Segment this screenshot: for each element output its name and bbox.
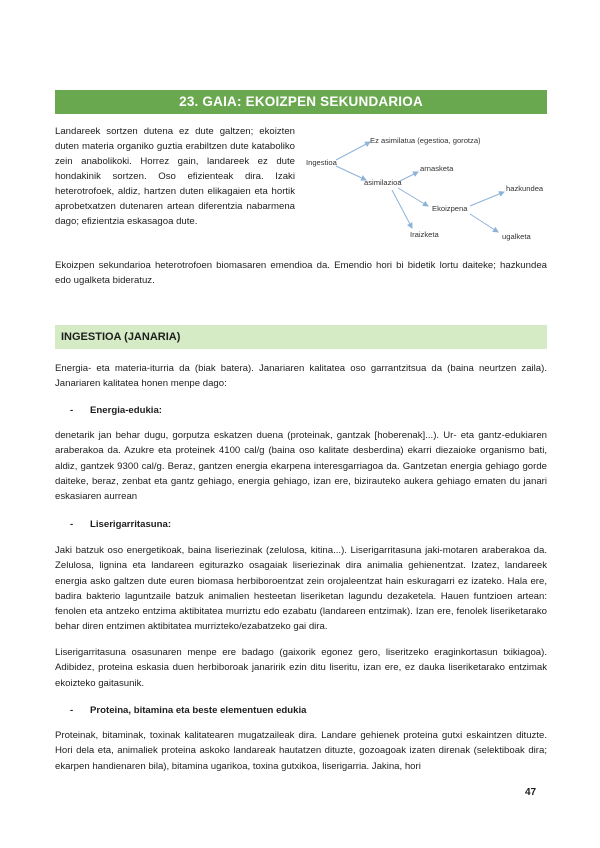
node-arnasketa: arnasketa	[420, 164, 454, 173]
definition-text: Ekoizpen sekundarioa heterotrofoen biomasaren emendioa da. Emendio hori bi bidetik lortu daiteke; hazkundea edo ugalketa bideratuz.	[55, 260, 547, 287]
paragraph-liserigarritasuna-1	[55, 543, 547, 635]
paragraph-text: Jaki batzuk oso energetikoak, baina liseriezinak (zelulosa, kitina...). Liserigarritasuna jaki-motaren araberakoa da. Zelulosa, lignina eta landareen egiturazko osagaiak liseriezinak dira animalia gehienentzat. Izatez, landareek energia asko galtzen dute euren biomasa herbiboroentzat zein orojaleentzat hain eskuragarri ez izateko. Hala ere, badira bakterio laguntzaile batzuk animalien hesteetan liseriketan lagundu dezaketela. Hauen funtzioen artean: fenolen eta antzeko entzima aktibitatea murriztu edo ezabatu (landareen entzimak). Izan ere, fenolek liseriketarako behar diren entzimen aktibitatea murrizteko/ezabatzeko gai dira.	[55, 545, 547, 633]
definition-paragraph	[55, 258, 547, 289]
subsection-title: Liserigarritasuna:	[90, 519, 172, 530]
node-ez-asimilatua: Ez asimilatua (egestioa, gorotza)	[370, 136, 481, 145]
page-number: 47	[525, 787, 537, 798]
node-ugalketa: ugalketa	[502, 232, 531, 241]
paragraph-liserigarritasuna-2	[55, 645, 547, 691]
node-ingestioa: Ingestioa	[306, 158, 337, 167]
arrow-to-hazkundea	[470, 192, 504, 206]
ingestion-flow-diagram	[300, 130, 550, 250]
subsection-title: Proteina, bitamina eta beste elementuen edukia	[90, 705, 307, 716]
node-iraizketa: Iraizketa	[410, 230, 439, 239]
subsection-heading-liserigarritasuna	[70, 518, 171, 532]
paragraph-text: denetarik jan behar dugu, gorputza eskatzen duena (proteinak, gantzak [hoberenak]...). Ur- eta gantz-edukiaren araberakoa da. Azukre eta proteinek 4100 cal/g (baina oso kalitate desberdina) ekarri diezaioke organismo bati, aldiz, gantzek 9300 cal/g. Beraz, gantzen energia ekarpena interesgarriagoa da. Gantzetan energia gehiago gorde daiteke, beraz, zenbat eta gantz gehiago, energia gehiago, izan ere, bizirauteko aukera gehiago ematen du janari eskasiaren aurrean	[55, 430, 547, 503]
node-hazkundea: hazkundea	[506, 184, 544, 193]
arrow-to-ekoizpena	[398, 188, 428, 206]
section-intro-paragraph	[55, 361, 547, 392]
intro-text: Landareek sortzen dutena ez dute galtzen; ekoizten duten materia organiko guztia erabiltzen dute kataboliko zein anabolikoki. Horrez gain, landareek ez dute hondakinik sortzen. Oso efizienteak dira. Izaki heterotrofoek, aldiz, hartzen duten elikagaien eta hortik aprobetxatzen dutenaren artean diferentzia nabarmena dago; efizientzia eskasagoa dute.	[55, 126, 295, 227]
chapter-title: 23. GAIA: EKOIZPEN SEKUNDARIOA	[55, 90, 547, 114]
arrow-to-asimilazioa	[336, 166, 366, 180]
bullet-dash: -	[70, 519, 74, 530]
arrow-to-iraizketa	[392, 190, 412, 228]
bullet-dash: -	[70, 705, 74, 716]
arrow-to-ugalketa	[470, 214, 498, 232]
node-asimilazioa: asimilazioa	[364, 178, 402, 187]
paragraph-energia	[55, 428, 547, 504]
subsection-heading-energia	[70, 404, 162, 418]
subsection-title: Energia-edukia:	[90, 405, 162, 416]
node-ekoizpena: Ekoizpena	[432, 204, 468, 213]
bullet-dash: -	[70, 405, 74, 416]
section-heading: INGESTIOA (JANARIA)	[55, 325, 547, 349]
paragraph-text: Proteinak, bitaminak, toxinak kalitatearen mugatzaileak dira. Landare gehienek proteina gutxi eskaintzen dituzte. Hori dela eta, animaliek proteina askoko landareak hautatzen dituzte, gozoagoak izaten direnak (selektiboak dira; ekarpen handienaren bila), bitamina ugarikoa, toxina gutxikoa, liserigarria. Jakina, hori	[55, 730, 547, 772]
paragraph-proteina	[55, 728, 547, 774]
intro-paragraph	[55, 124, 295, 229]
arrow-to-ez-asimilatua	[336, 142, 370, 160]
section-intro-text: Energia- eta materia-iturria da (biak batera). Janariaren kalitatea oso garrantzitsua da (baina neurtzen zaila). Janariaren kalitatea honen menpe dago:	[55, 363, 547, 390]
paragraph-text: Liserigarritasuna osasunaren menpe ere badago (gaixorik egonez gero, liseritzeko eraginkortasun txikiagoa). Adibidez, proteina eskasia duen herbiboroak janaririk ezin ditu liseritu, izan ere, ez dauka liseriketarako entzimak ekoizteko gaitasunik.	[55, 647, 547, 689]
subsection-heading-proteina	[70, 704, 306, 718]
